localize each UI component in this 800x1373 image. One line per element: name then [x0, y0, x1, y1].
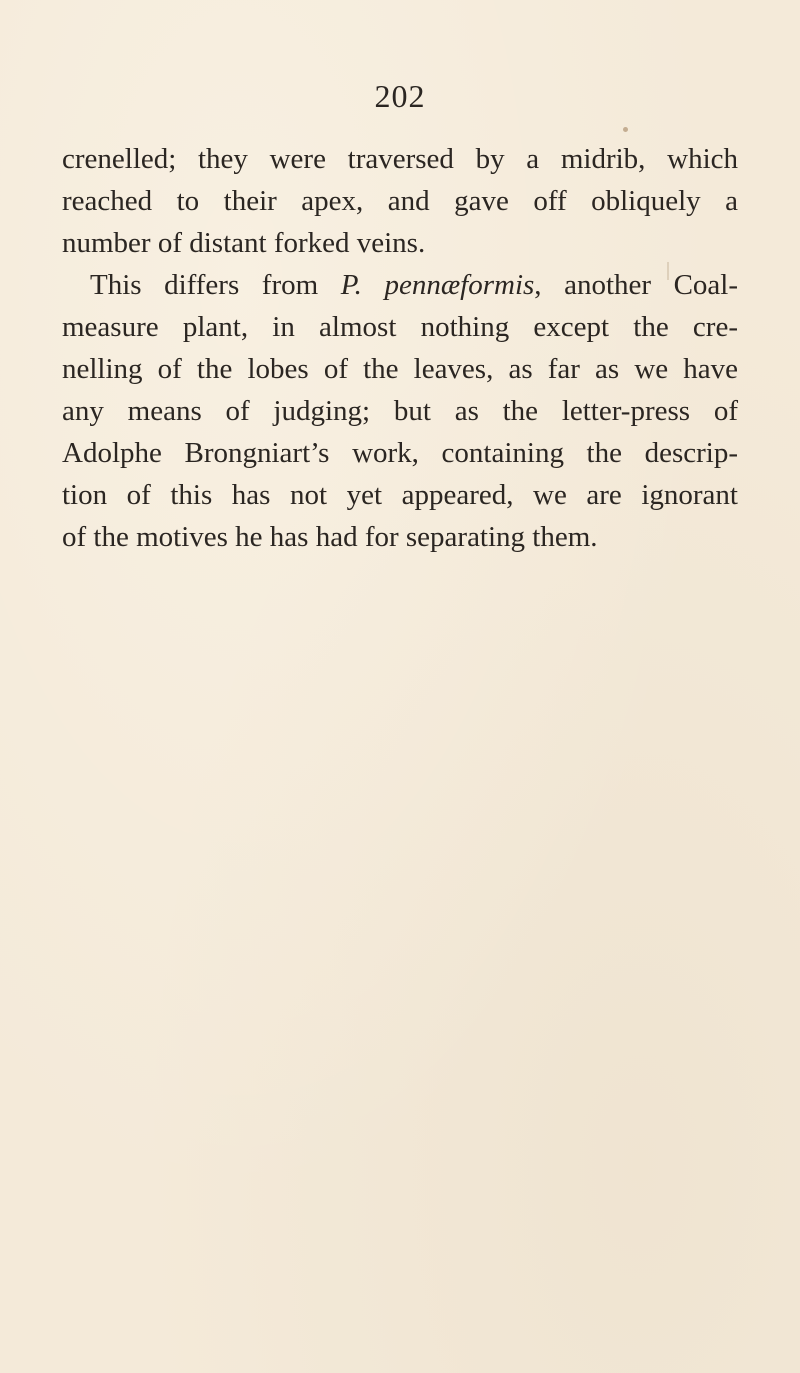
text-line: number of distant forked veins. [62, 227, 426, 259]
text-run: This differs from [90, 269, 341, 301]
text-line: of the motives he has had for separating them. [62, 521, 598, 553]
text-line: measure plant, in almost nothing except the cre- [62, 311, 738, 343]
paper-speck [623, 127, 628, 132]
text-line: reached to their apex, and gave off obliquely a [62, 185, 738, 217]
text-line: tion of this has not yet appeared, we are ignorant [62, 479, 738, 511]
text-line: Adolphe Brongniart’s work, containing the descrip- [62, 437, 738, 469]
text-line: any means of judging; but as the letter-press of [62, 395, 738, 427]
text-line: crenelled; they were traversed by a midrib, which [62, 143, 738, 175]
text-line: nelling of the lobes of the leaves, as far as we have [62, 353, 738, 385]
species-name: P. pennæformis [340, 269, 535, 301]
page-number: 202 [374, 78, 426, 114]
body-text [62, 138, 738, 558]
text-line [62, 264, 738, 306]
text-run: , another Coal- [534, 269, 738, 301]
